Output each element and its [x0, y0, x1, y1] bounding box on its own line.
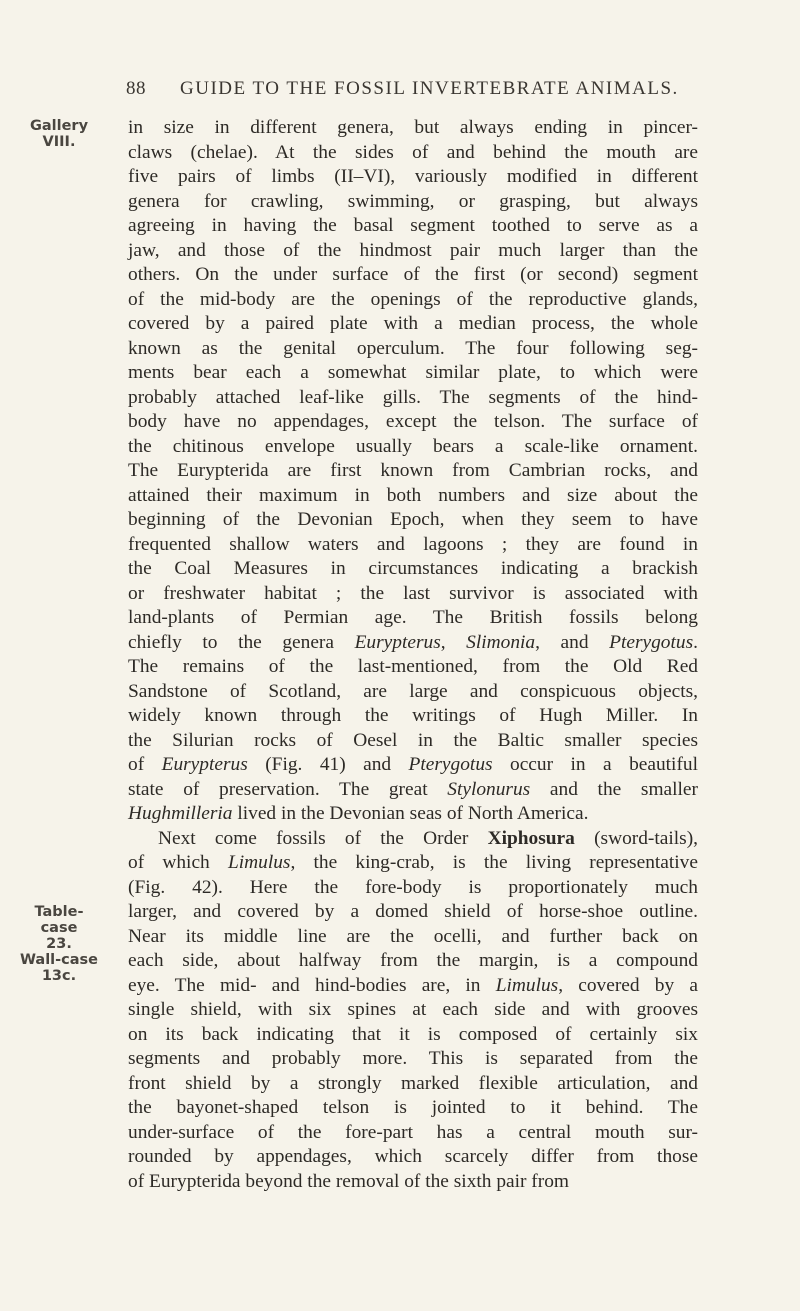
text-line: widely known through the writings of Hugh Miller. In — [128, 705, 698, 726]
genus-name: Eurypterus — [354, 631, 441, 653]
margin-note-line: Wall-case — [19, 952, 99, 968]
text-line: under-surface of the fore-part has a central mouth sur- — [128, 1121, 698, 1143]
text-line: chiefly to the genera Eurypterus, Slimonia, and Pterygotus. — [128, 631, 698, 653]
text-line: body have no appendages, except the telson. The surface of — [128, 411, 698, 432]
text-line: probably attached leaf-like gills. The segments of the hind- — [128, 386, 698, 408]
text-line: The Eurypterida are first known from Cambrian rocks, and — [128, 460, 698, 481]
text-line: of the mid-body are the openings of the reproductive glands, — [128, 288, 698, 310]
genus-name: Pterygotus — [408, 754, 493, 775]
body-text — [128, 116, 698, 1194]
text-line: Next come fossils of the Order Xiphosura (sword-tails), — [158, 827, 698, 849]
running-head-title: GUIDE TO THE FOSSIL INVERTEBRATE ANIMALS. — [180, 78, 679, 99]
text-line: of which Limulus, the king-crab, is the living representative — [128, 852, 698, 873]
order-name: Xiphosura — [487, 827, 575, 849]
text-line: front shield by a strongly marked flexible articulation, and — [128, 1072, 698, 1094]
margin-note-line: VIII. — [42, 134, 76, 150]
text-line: genera for crawling, swimming, or grasping, but always — [128, 190, 698, 212]
text-line: of Eurypterida beyond the removal of the sixth pair from — [128, 1170, 570, 1192]
genus-name: Limulus — [227, 852, 291, 873]
text-line: ments bear each a somewhat similar plate, to which were — [128, 362, 698, 383]
text-line: the Coal Measures in circumstances indicating a brackish — [128, 558, 698, 579]
text-line: single shield, with six spines at each side and with grooves — [128, 999, 698, 1020]
text-line: land-plants of Permian age. The British fossils belong — [128, 607, 698, 628]
genus-name: Limulus — [495, 974, 559, 996]
text-line: claws (chelae). At the sides of and behind the mouth are — [128, 141, 698, 163]
margin-note-line: Gallery — [29, 118, 89, 134]
margin-note-line: Table-case — [34, 904, 84, 936]
page-number: 88 — [126, 78, 146, 99]
text-line: each side, about halfway from the margin, is a compound — [128, 950, 698, 971]
text-line: attained their maximum in both numbers and size about the — [128, 484, 698, 506]
text-line: on its back indicating that it is composed of certainly six — [128, 1023, 698, 1045]
margin-note-gallery — [18, 118, 100, 150]
text-line: the chitinous envelope usually bears a scale-like ornament. — [128, 435, 698, 457]
text-line: Hughmilleria lived in the Devonian seas of North America. — [128, 803, 589, 824]
text-line: five pairs of limbs (II–VI), variously modified in different — [128, 166, 698, 187]
genus-name: Pterygotus — [609, 631, 694, 653]
text-line: known as the genital operculum. The four following seg- — [128, 337, 698, 359]
text-line: eye. The mid- and hind-bodies are, in Limulus, covered by a — [128, 974, 698, 996]
margin-note-line: 13c. — [41, 968, 77, 984]
text-line: (Fig. 42). Here the fore-body is proportionately much — [128, 876, 698, 898]
genus-name: Hughmilleria — [128, 803, 233, 824]
text-line: covered by a paired plate with a median process, the whole — [128, 313, 698, 334]
genus-name: Slimonia — [466, 631, 536, 653]
text-line: jaw, and those of the hindmost pair much larger than the — [128, 239, 698, 261]
text-line: the Silurian rocks of Oesel in the Baltic smaller species — [128, 729, 698, 751]
text-line: segments and probably more. This is separated from the — [128, 1048, 698, 1069]
text-line: Near its middle line are the ocelli, and further back on — [128, 925, 698, 947]
margin-note-cases — [18, 904, 100, 984]
margin-note-line: 23. — [46, 936, 72, 952]
text-line: rounded by appendages, which scarcely differ from those — [128, 1146, 698, 1167]
text-line: others. On the under surface of the first (or second) segment — [128, 264, 698, 285]
text-line: in size in different genera, but always ending in pincer- — [128, 117, 698, 138]
text-line: the bayonet-shaped telson is jointed to it behind. The — [128, 1097, 698, 1118]
genus-name: Eurypterus — [161, 754, 248, 775]
text-line: The remains of the last-mentioned, from the Old Red — [128, 656, 698, 677]
text-line: frequented shallow waters and lagoons ; they are found in — [128, 533, 698, 555]
text-line: or freshwater habitat ; the last survivor is associated with — [128, 582, 698, 604]
text-line: beginning of the Devonian Epoch, when they seem to have — [128, 509, 698, 530]
text-line: of Eurypterus (Fig. 41) and Pterygotus occur in a beautiful — [128, 754, 698, 775]
text-line: Sandstone of Scotland, are large and conspicuous objects, — [128, 680, 698, 702]
text-line: larger, and covered by a domed shield of horse-shoe outline. — [128, 901, 698, 922]
text-line: state of preservation. The great Stylonurus and the smaller — [128, 778, 698, 800]
genus-name: Stylonurus — [447, 778, 531, 800]
text-line: agreeing in having the basal segment toothed to serve as a — [128, 215, 698, 236]
